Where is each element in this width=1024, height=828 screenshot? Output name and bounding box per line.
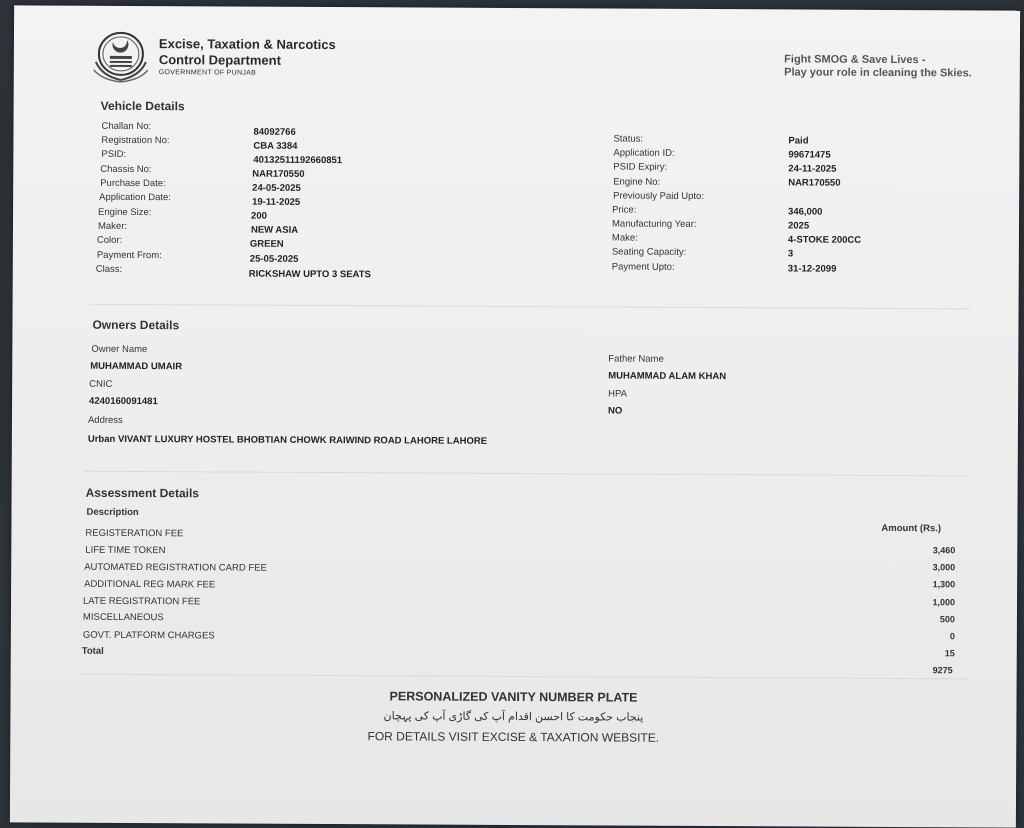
department-name [159, 36, 336, 79]
slogan-line-2: Play your role in cleaning the Skies. [784, 66, 972, 80]
fee-description: REGISTERATION FEE [85, 527, 184, 540]
father-name-value: MUHAMMAD ALAM KHAN [608, 370, 727, 383]
fee-description: AUTOMATED REGISTRATION CARD FEE [84, 561, 267, 574]
maker-label: Maker: [97, 220, 128, 232]
website-note: FOR DETAILS VISIT EXCISE & TAXATION WEBSITE. [367, 729, 660, 745]
class-label: Class: [95, 263, 123, 275]
chassis-no-value: NAR170550 [252, 168, 305, 180]
challan-document [10, 5, 1020, 827]
psid-value: 40132511192660851 [253, 154, 343, 167]
fee-amount: 3,000 [932, 562, 956, 573]
assessment-details-title: Assessment Details [85, 485, 200, 501]
make-value: 4-STOKE 200CC [787, 234, 862, 246]
price-label: Price: [612, 204, 637, 216]
make-label: Make: [611, 232, 638, 244]
engine-size-value: 200 [251, 210, 267, 222]
section-divider [81, 674, 969, 680]
hpa-label: HPA [608, 388, 627, 400]
registration-no-label: Registration No: [101, 134, 170, 147]
owner-name-value: MUHAMMAD UMAIR [90, 360, 183, 373]
challan-no-label: Challan No: [101, 120, 152, 133]
payment-upto-label: Payment Upto: [611, 261, 675, 273]
vanity-plate-title: PERSONALIZED VANITY NUMBER PLATE [389, 689, 638, 705]
owners-details-title: Owners Details [92, 317, 180, 333]
address-value: Urban VIVANT LUXURY HOSTEL BHOBTIAN CHOWK RAIWIND ROAD LAHORE LAHORE [87, 433, 488, 447]
punjab-government-emblem-icon [90, 28, 152, 86]
fee-amount: 3,460 [932, 545, 956, 556]
seating-capacity-label: Seating Capacity: [611, 246, 687, 258]
slogan-line-1: Fight SMOG & Save Lives - [784, 53, 926, 67]
owner-name-label: Owner Name [91, 343, 148, 356]
application-id-label: Application ID: [613, 147, 675, 159]
section-divider [84, 471, 970, 477]
fee-description: LATE REGISTRATION FEE [82, 595, 201, 608]
psid-expiry-value: 24-11-2025 [788, 163, 837, 175]
engine-no-value: NAR170550 [788, 177, 841, 189]
status-value: Paid [788, 135, 809, 147]
application-id-value: 99671475 [788, 149, 831, 161]
department-line-2: Control Department [158, 52, 281, 68]
psid-expiry-label: PSID Expiry: [613, 161, 668, 173]
amount-header: Amount (Rs.) [881, 522, 942, 535]
urdu-slogan: پنجاب حکومت کا احسن اقدام آپ کی گاڑی آپ کی پہچان [383, 710, 644, 724]
chassis-no-label: Chassis No: [100, 163, 152, 176]
vehicle-details-title: Vehicle Details [100, 98, 185, 114]
price-value: 346,000 [788, 206, 823, 218]
smog-slogan [784, 53, 972, 80]
seating-capacity-value: 3 [787, 248, 794, 260]
manufacturing-year-label: Manufacturing Year: [611, 218, 697, 230]
fee-amount: 15 [944, 648, 955, 659]
status-label: Status: [613, 133, 644, 145]
challan-no-value: 84092766 [253, 126, 296, 138]
purchase-date-label: Purchase Date: [100, 177, 166, 190]
address-label: Address [87, 414, 123, 426]
total-label: Total [81, 645, 104, 657]
payment-from-value: 25-05-2025 [249, 253, 299, 265]
color-label: Color: [96, 234, 123, 246]
fee-amount: 1,300 [932, 579, 956, 590]
fee-amount: 0 [949, 631, 955, 642]
purchase-date-value: 24-05-2025 [252, 182, 301, 194]
total-amount: 9275 [932, 665, 953, 676]
application-date-label: Application Date: [99, 191, 171, 204]
fee-description: GOVT. PLATFORM CHARGES [82, 629, 215, 642]
fee-amount: 1,000 [932, 597, 956, 608]
payment-from-label: Payment From: [96, 249, 162, 262]
father-name-label: Father Name [608, 353, 664, 365]
engine-size-label: Engine Size: [98, 206, 152, 219]
cnic-value: 4240160091481 [89, 395, 158, 408]
application-date-value: 19-11-2025 [252, 196, 301, 208]
psid-label: PSID: [101, 148, 127, 160]
fee-description: MISCELLANEOUS [82, 611, 164, 624]
previously-paid-upto-label: Previously Paid Upto: [613, 190, 705, 202]
description-header: Description [86, 506, 139, 519]
fee-amount: 500 [939, 614, 955, 625]
department-line-1: Excise, Taxation & Narcotics [158, 36, 336, 53]
hpa-value: NO [608, 405, 623, 417]
cnic-label: CNIC [89, 378, 113, 390]
government-line: GOVERNMENT OF PUNJAB [158, 69, 257, 77]
fee-description: LIFE TIME TOKEN [85, 544, 166, 557]
engine-no-label: Engine No: [613, 176, 661, 188]
class-value: RICKSHAW UPTO 3 SEATS [248, 268, 371, 281]
maker-value: NEW ASIA [250, 224, 299, 236]
fee-description: ADDITIONAL REG MARK FEE [84, 578, 216, 591]
registration-no-value: CBA 3384 [253, 140, 298, 152]
manufacturing-year-value: 2025 [787, 220, 810, 232]
payment-upto-value: 31-12-2099 [787, 263, 837, 275]
color-value: GREEN [249, 238, 284, 250]
section-divider [91, 304, 971, 310]
